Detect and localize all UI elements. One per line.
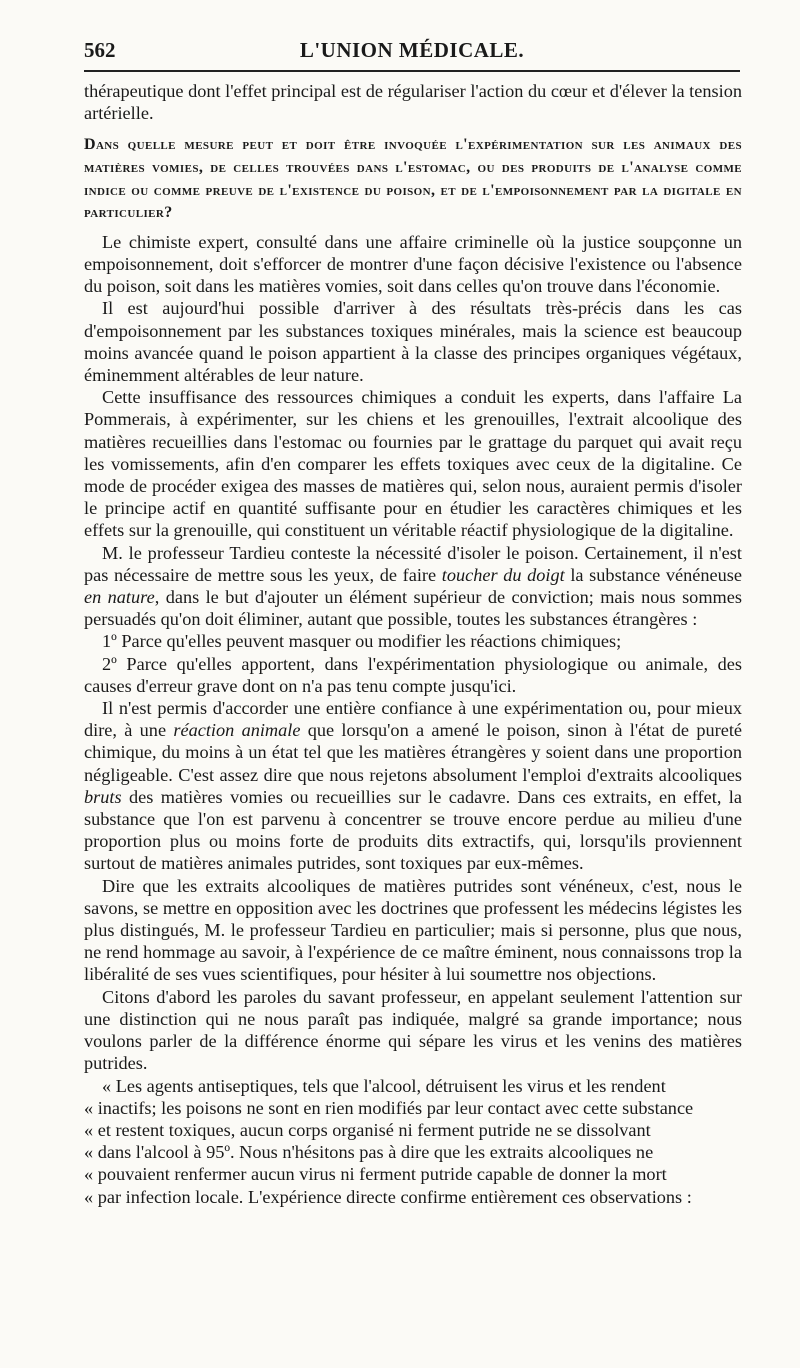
paragraph: Cette insuffisance des ressources chimiques a conduit les experts, dans l'affaire La Pommerais, à expérimenter, sur les chiens et les grenouilles, l'extrait alcoolique des matières recueillies dans l'estomac ou fournies par le grattage du parquet qui avait reçu les vomissements, afin d'en comparer les effets toxiques avec ceux de la digitaline. Ce mode de procéder exigea des masses de matières qui, selon nous, auraient permis d'isoler le principe actif en quantité suffisante pour en étudier les caractères chimiques et les effets sur la grenouille, qui constituent un véritable réactif physiologique de la digitaline.: [84, 387, 742, 541]
text-run: Il n'est permis d'accorder une entière confiance à une expérimentation ou, pour mieux dire, à une: [84, 698, 742, 741]
block-quote: [84, 1075, 742, 1208]
text-run: que lorsqu'on a amené le poison, sinon à l'état de pureté chimique, du moins à un état tel que les matières étrangères y soient dans une proportion négligeable. C'est assez dire que nous rejetons absolument l'emploi d'extraits alcooliques: [84, 720, 743, 785]
paragraph: Dire que les extraits alcooliques de matières putrides sont vénéneux, c'est, nous le savons, se mettre en opposition avec les doctrines que professent les médecins légistes les plus distingués, M. le professeur Tardieu en particulier; mais si personne, plus que nous, ne rend hommage au savoir, à l'expérience de ce maître éminent, nous connaissons trop la libéralité de ses vues scientifiques, pour hésiter à lui soumettre nos objections.: [84, 875, 742, 985]
page-header: [84, 34, 740, 72]
quote-line: « Les agents antiseptiques, tels que l'alcool, détruisent les virus et les rendent: [102, 1075, 666, 1096]
article-body: [84, 80, 742, 1208]
list-item: 2º Parce qu'elles apportent, dans l'expérimentation physiologique ou animale, des causes d'erreur grave dont on n'a pas tenu compte jusqu'ici.: [84, 653, 742, 696]
paragraph: [84, 697, 742, 875]
journal-title: L'UNION MÉDICALE.: [299, 38, 525, 62]
paragraph: Le chimiste expert, consulté dans une affaire criminelle où la justice soupçonne un empoisonnement, doit s'efforcer de montrer d'une façon décisive l'existence ou l'absence du poison, soit dans les matières vomies, soit dans celles qu'on trouve dans l'économie.: [84, 231, 742, 297]
paragraph: Il est aujourd'hui possible d'arriver à des résultats très-précis dans les cas d'empoisonnement par les substances toxiques minérales, mais la science est beaucoup moins avancée quand le poison appartient à la classe des principes organiques végétaux, éminemment altérables de leur nature.: [84, 298, 742, 385]
page-number: 562: [84, 38, 116, 62]
text-run: des matières vomies ou recueillies sur le cadavre. Dans ces extraits, en effet, la substance que l'on est parvenu à concentrer se trouve encore perdue au milieu d'une proportion plus ou moins forte de produits dits extractifs, qui, lorsqu'ils proviennent surtout de matières animales putrides, sont toxiques par eux-mêmes.: [84, 786, 742, 874]
quote-line: « par infection locale. L'expérience directe confirme entièrement ces observations :: [84, 1186, 692, 1207]
section-heading: Dans quelle mesure peut et doit être invoquée l'expérimentation sur les animaux des matières vomies, de celles trouvées dans l'estomac, ou des produits de l'analyse comme indice ou comme preuve de l'existence du poison, et de l'empoisonnement par la digitale en particulier?: [84, 136, 742, 222]
paragraph: [84, 542, 742, 631]
emphasis: toucher du doigt: [441, 564, 565, 585]
quote-line: « inactifs; les poisons ne sont en rien modifiés par leur contact avec cette substance: [84, 1097, 694, 1118]
text-run: , dans le but d'ajouter un élément supérieur de conviction; mais nous sommes persuadés qu'on doit éliminer, autant que possible, toutes les substances étrangères :: [84, 587, 742, 630]
emphasis: en nature: [84, 587, 155, 608]
emphasis: réaction animale: [173, 720, 301, 741]
quote-line: « dans l'alcool à 95º. Nous n'hésitons pas à dire que les extraits alcooliques ne: [84, 1142, 654, 1163]
text-run: M. le professeur Tardieu conteste la nécessité d'isoler le poison. Certainement, il n'est pas nécessaire de mettre sous les yeux, de faire: [84, 542, 742, 585]
paragraph-continuation: thérapeutique dont l'effet principal est de régulariser l'action du cœur et d'élever la tension artérielle.: [84, 81, 742, 124]
paragraph: Citons d'abord les paroles du savant professeur, en appelant seulement l'attention sur une distinction qui ne nous paraît pas indiquée, malgré sa grande importance; nous voulons parler de la différence énorme qui sépare les virus et les venins des matières putrides.: [84, 986, 742, 1074]
list-item: 1º Parce qu'elles peuvent masquer ou modifier les réactions chimiques;: [102, 631, 622, 652]
quote-line: « pouvaient renfermer aucun virus ni ferment putride capable de donner la mort: [84, 1164, 667, 1185]
quote-line: « et restent toxiques, aucun corps organisé ni ferment putride ne se dissolvant: [84, 1119, 651, 1140]
text-run: la substance vénéneuse: [564, 564, 743, 585]
emphasis: bruts: [84, 786, 122, 807]
